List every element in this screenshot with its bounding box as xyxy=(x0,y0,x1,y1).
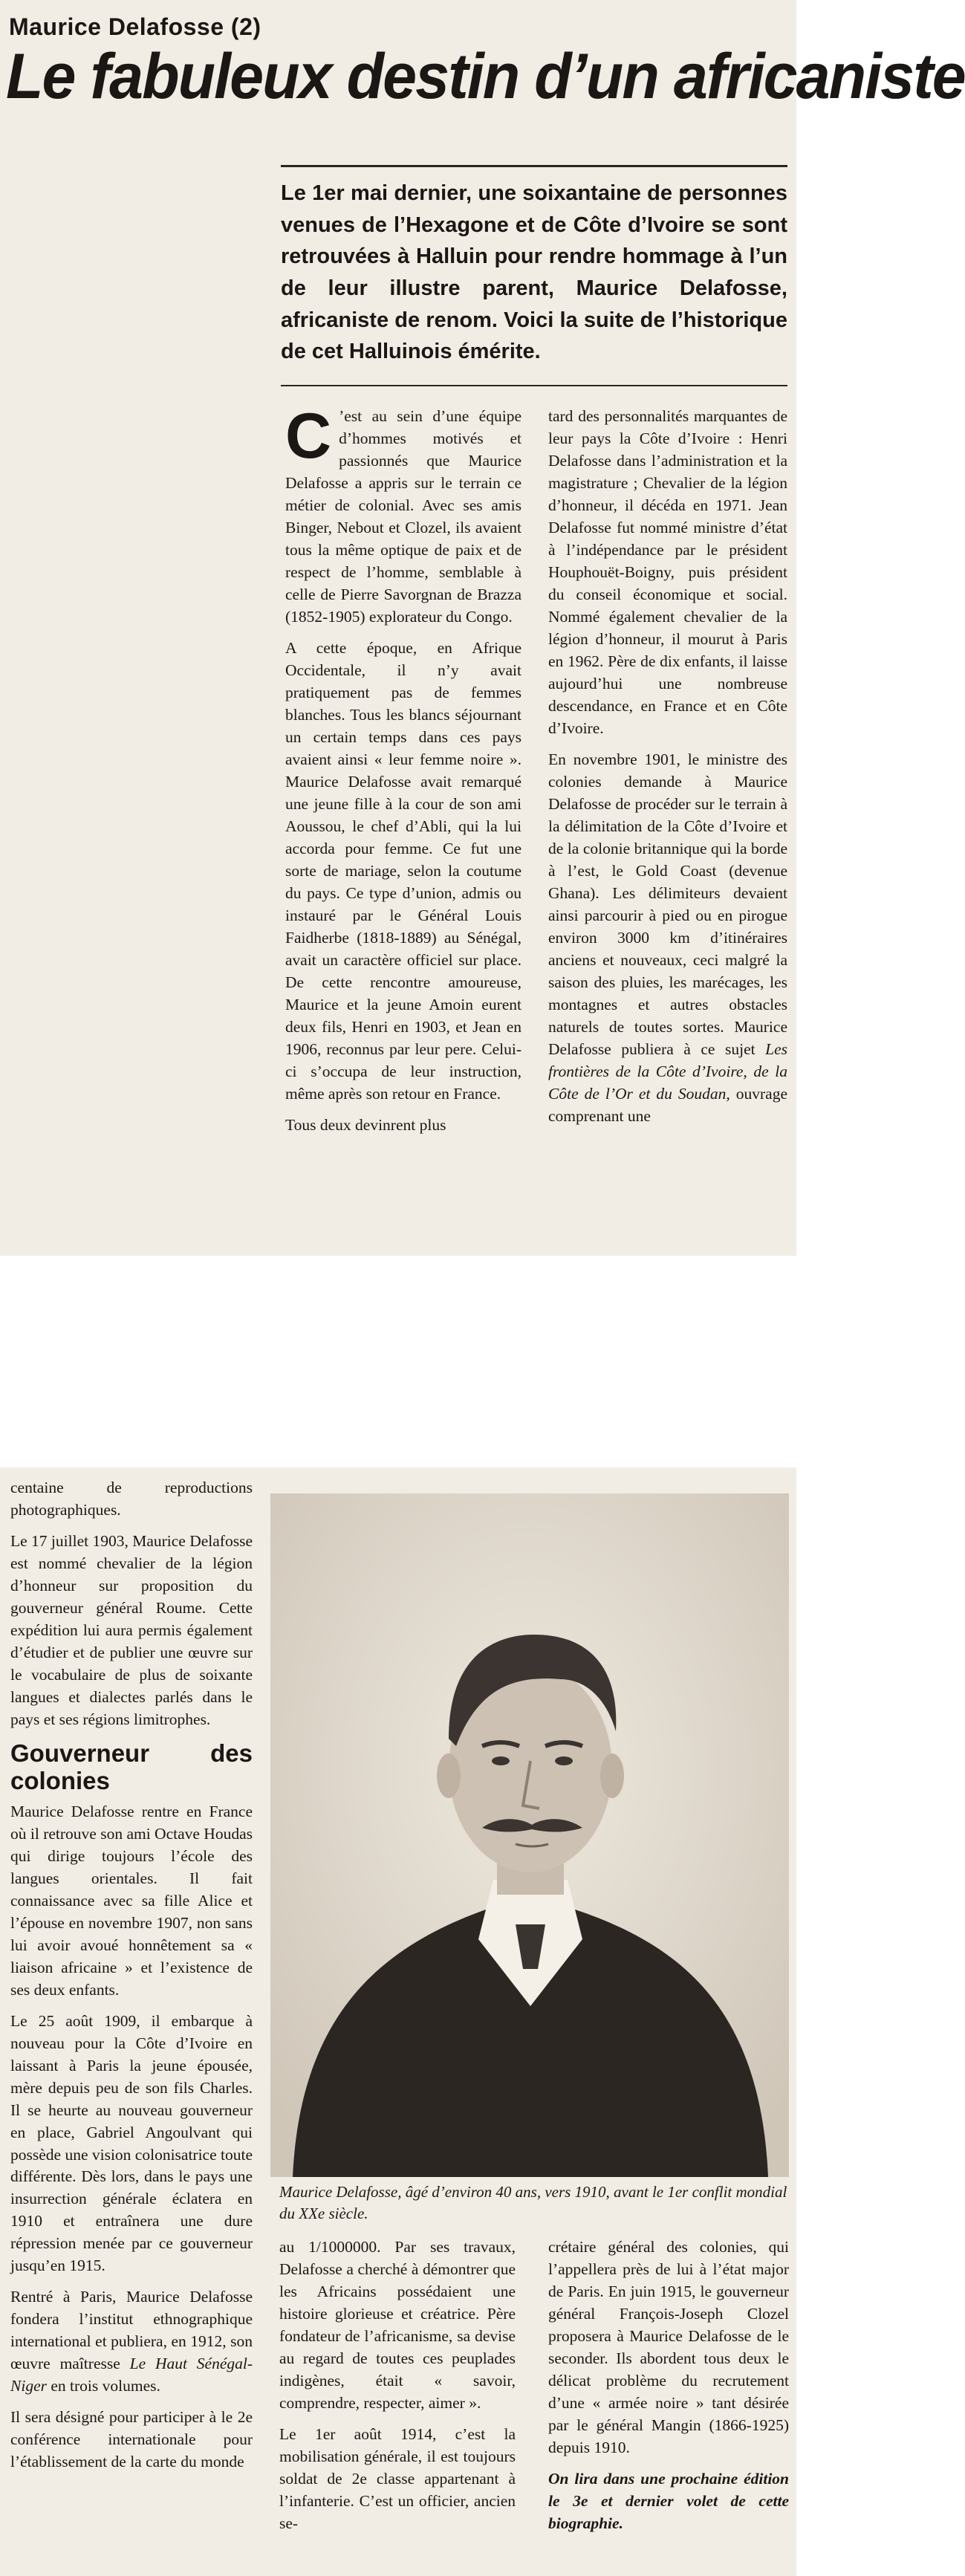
article-column-2 xyxy=(548,406,787,1137)
paragraph-text: ouvrage comprenant une xyxy=(548,1084,787,1125)
chapo-rule xyxy=(281,385,787,386)
article-paragraph xyxy=(285,400,522,629)
article-paragraph xyxy=(10,2286,253,2398)
photo-caption: Maurice Delafosse, âgé d’environ 40 ans, vers 1910, avant le 1er conflit mondial du XXe siècle. xyxy=(279,2183,787,2222)
article-paragraph: Tous deux devinrent plus xyxy=(285,1115,446,1134)
subheading: Gouverneur des colonies xyxy=(10,1739,253,1794)
paragraph-text: en trois volumes. xyxy=(46,2377,160,2395)
dropcap: C xyxy=(285,400,332,472)
article-paragraph: A cette époque, en Afrique Occidentale, il n’y avait pratiquement pas de femmes blanches. Tous les blancs séjournant un certain temps dans ces pays avaient ainsi « leur femme noire ». Maurice Delafosse avait remarqué une jeune fille à la cour de son ami Aoussou, le chef d’Abli, qui la lui accorda pour femme. Ce fut une sorte de mariage, selon la coutume du pays. Ce type d’union, admis ou instauré par le Général Louis Faidherbe (1818-1889) au Sénégal, avait un caractère officiel sur place. De cette rencontre amoureuse, Maurice et la jeune Amoin eurent deux fils, Henri en 1903, et Jean en 1906, reconnus par leur pere. Celui-ci s’occupa de leur instruction, même après son retour en France. xyxy=(285,638,522,1103)
article-column-1 xyxy=(285,400,522,1146)
chapo-intro: Le 1er mai dernier, une soixantaine de personnes venues de l’Hexagone et de Côte d’Ivoire se sont retrouvées à Halluin pour rendre hommage à l’un de leur illustre parent, Maurice Delafosse, africaniste de renom. Voici la suite de l’historique de cet Halluinois émérite. xyxy=(281,165,787,368)
article-paragraph: Maurice Delafosse rentre en France où il retrouve son ami Octave Houdas qui dirige toujours l’école des langues orientales. Il fait connaissance avec sa fille Alice et l’épouse en novembre 1907, non sans lui avoir avoué honnêtement sa « liaison africaine » et l’existence de ses deux enfants. xyxy=(10,1802,253,1999)
article-paragraph: au 1/1000000. Par ses travaux, Delafosse a cherché à démontrer que les Africains possédaient une histoire glorieuse et créatrice. Père fondateur de l’africanisme, sa devise au regard de toutes ces peuplades indigènes, était « savoir, comprendre, respecter, aimer ». xyxy=(279,2238,516,2412)
article-column-4 xyxy=(279,2236,516,2544)
portrait-photo xyxy=(270,1493,789,2177)
article-paragraph xyxy=(548,749,787,1128)
headline: Le fabuleux destin d’un africaniste xyxy=(6,41,965,112)
paragraph-text: Rentré à Paris, Maurice Delafosse fondera l’institut ethnographique international et publiera, en 1912, son œuvre maîtresse xyxy=(10,2288,253,2373)
book-title: Les frontières de la Côte d’Ivoire, de la Côte de l’Or et du Soudan, xyxy=(548,1039,787,1103)
series-label: Maurice Delafosse (2) xyxy=(9,13,261,40)
book-title: Le Haut Sénégal-Niger xyxy=(10,2355,253,2395)
article-paragraph: Le 1er août 1914, c’est la mobilisation générale, il est toujours soldat de 2e classe appartenant à l’infanterie. C’est un officier, ancien se- xyxy=(279,2424,516,2532)
article-paragraph: crétaire général des colonies, qui l’appellera près de lui à l’état major de Paris. En juin 1915, le gouverneur général François-Joseph Clozel proposera à Maurice Delafosse de le seconder. Ils abordent tous deux le délicat problème du recrutement d’une « armée noire » tant désirée par le général Mangin (1866-1925) depuis 1910. xyxy=(548,2238,789,2456)
article-outro: On lira dans une prochaine édition le 3e et dernier volet de cette biographie. xyxy=(548,2469,789,2532)
paragraph-text: En novembre 1901, le ministre des colonies demande à Maurice Delafosse de procéder sur le terrain à la délimitation de la Côte d’Ivoire et de la colonie britannique qui la borde à l’est, le Gold Coast (devenue Ghana). Les délimiteurs devaient ainsi parcourir à pied ou en pirogue environ 3000 km d’itinéraires anciens et nouveaux, ceci malgré la saison des pluies, les marécages, les montagnes et autres obstacles naturels de toutes sortes. Maurice Delafosse publiera à ce sujet xyxy=(548,750,787,1058)
article-column-3 xyxy=(10,1477,253,2482)
article-paragraph: Le 25 août 1909, il embarque à nouveau pour la Côte d’Ivoire en laissant à Paris la jeune épousée, mère depuis peu de son fils Charles. Il se heurte au nouveau gouverneur en place, Gabriel Angoulvant qui possède une vision colonisatrice toute différente. Dès lors, dans le pays une insurrection générale éclatera en 1910 et entraînera une dure répression menée par ce gouverneur jusqu’en 1915. xyxy=(10,2011,253,2275)
paragraph-text: ’est au sein d’une équipe d’hommes motivés et passionnés que Maurice Delafosse a appris sur le terrain ce métier de colonial. Avec ses amis Binger, Nebout et Clozel, ils avaient tous la même optique de paix et de respect de l’homme, semblable à celle de Pierre Savorgnan de Brazza (1852-1905) explorateur du Congo. xyxy=(285,407,522,626)
newspaper-clipping-top xyxy=(0,0,965,1256)
article-paragraph: Le 17 juillet 1903, Maurice Delafosse est nommé chevalier de la légion d’honneur sur proposition du gouverneur général Roume. Cette expédition lui aura permis également d’étudier et de publier une œuvre sur le vocabulaire de plus de soixante langues et dialectes parlés dans le pays et ses régions limitrophes. xyxy=(10,1531,253,1728)
article-column-5 xyxy=(548,2236,789,2544)
article-paragraph: tard des personnalités marquantes de leur pays la Côte d’Ivoire : Henri Delafosse dans l’administration et la magistrature ; Chevalier de la légion d’honneur, il décéda en 1971. Jean Delafosse fut nommé ministre d’état à l’indépendance par le président Houphouët-Boigny, puis président du conseil économique et social. Nommé également chevalier de la légion d’honneur, il mourut à Paris en 1962. Père de dix enfants, il laisse aujourd’hui une nombreuse descendance, en France et en Côte d’Ivoire. xyxy=(548,407,787,737)
article-paragraph: centaine de reproductions photographiques. xyxy=(10,1479,253,1519)
article-paragraph: Il sera désigné pour participer à le 2e conférence internationale pour l’établissement de la carte du monde xyxy=(10,2408,253,2471)
